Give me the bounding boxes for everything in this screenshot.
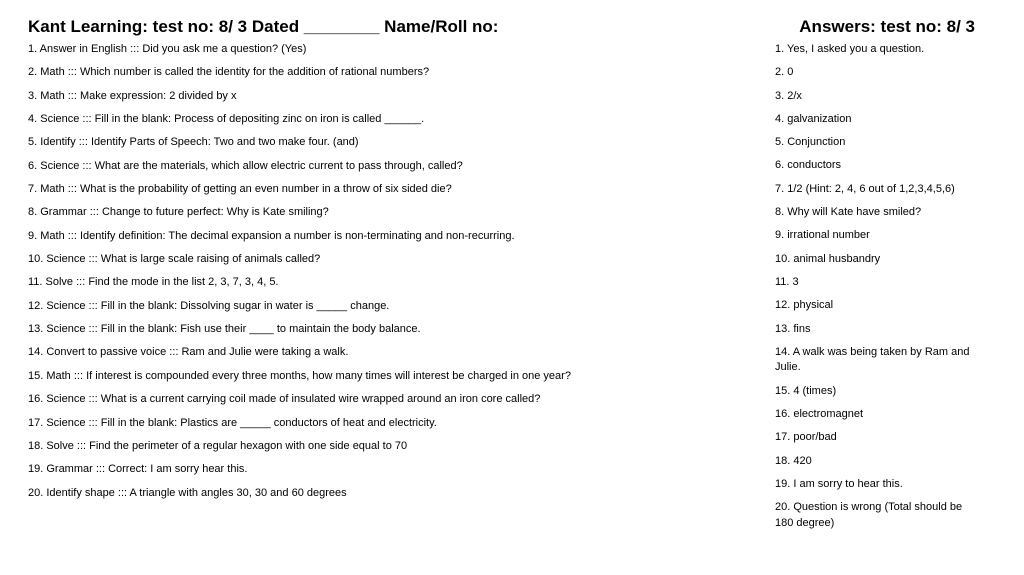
answer-item: 17. poor/bad: [775, 431, 837, 444]
question-item: 12. Science ::: Fill in the blank: Dissolving sugar in water is _____ change.: [28, 299, 390, 312]
answer-item: 7. 1/2 (Hint: 2, 4, 6 out of 1,2,3,4,5,6): [775, 182, 955, 195]
answer-item: 3. 2/x: [775, 89, 802, 102]
answer-item: 8. Why will Kate have smiled?: [775, 206, 922, 219]
answer-item: 15. 4 (times): [775, 384, 837, 397]
question-item: 7. Math ::: What is the probability of getting an even number in a throw of six sided die?: [28, 183, 452, 196]
answer-item: 4. galvanization: [775, 112, 852, 125]
answer-item: 20. Question is wrong (Total should be 180 degree): [775, 501, 963, 529]
answer-item: 6. conductors: [775, 159, 842, 172]
answer-item: 16. electromagnet: [775, 407, 864, 420]
question-item: 10. Science ::: What is large scale raising of animals called?: [28, 253, 321, 266]
question-item: 11. Solve ::: Find the mode in the list 2, 3, 7, 3, 4, 5.: [28, 276, 279, 289]
question-item: 6. Science ::: What are the materials, which allow electric current to pass through, called?: [28, 159, 463, 172]
question-item: 17. Science ::: Fill in the blank: Plastics are _____ conductors of heat and electricity.: [28, 416, 437, 429]
answer-item: 1. Yes, I asked you a question.: [775, 43, 925, 55]
question-item: 9. Math ::: Identify definition: The decimal expansion a number is non-terminating and non-recurring.: [28, 229, 515, 242]
question-item: 2. Math ::: Which number is called the identity for the addition of rational numbers?: [28, 66, 430, 79]
question-item: 19. Grammar ::: Correct: I am sorry hear this.: [28, 463, 248, 476]
answer-item: 10. animal husbandry: [775, 252, 881, 265]
question-item: 13. Science ::: Fill in the blank: Fish use their ____ to maintain the body balance.: [28, 323, 421, 336]
page-title: Kant Learning: test no: 8/ 3 Dated ________ Name/Roll no:: [28, 17, 499, 36]
question-item: 3. Math ::: Make expression: 2 divided by x: [28, 89, 237, 102]
question-item: 15. Math ::: If interest is compounded every three months, how many times will interest be charged in one year?: [28, 369, 571, 382]
answer-item: 12. physical: [775, 299, 834, 312]
answer-item: 2. 0: [775, 66, 794, 79]
answer-item: 9. irrational number: [775, 229, 870, 242]
question-item: 1. Answer in English ::: Did you ask me a question? (Yes): [28, 43, 307, 55]
question-item: 14. Convert to passive voice ::: Ram and Julie were taking a walk.: [28, 346, 349, 359]
answer-item: 11. 3: [775, 275, 799, 288]
answer-item: 5. Conjunction: [775, 136, 846, 149]
question-list: [28, 42, 748, 509]
answer-item: 19. I am sorry to hear this.: [775, 477, 903, 490]
question-item: 16. Science ::: What is a current carrying coil made of insulated wire wrapped around an iron core called?: [28, 393, 541, 406]
question-item: 8. Grammar ::: Change to future perfect: Why is Kate smiling?: [28, 206, 329, 219]
question-item: 18. Solve ::: Find the perimeter of a regular hexagon with one side equal to 70: [28, 439, 408, 452]
question-item: 5. Identify ::: Identify Parts of Speech: Two and two make four. (and): [28, 136, 359, 149]
answer-item: 14. A walk was being taken by Ram and Julie.: [775, 345, 970, 374]
question-item: 20. Identify shape ::: A triangle with angles 30, 30 and 60 degrees: [28, 486, 347, 499]
answer-item: 18. 420: [775, 454, 812, 467]
answers-title: Answers: test no: 8/ 3: [799, 17, 975, 36]
answer-list: [775, 42, 975, 539]
question-item: 4. Science ::: Fill in the blank: Process of depositing zinc on iron is called ______.: [28, 113, 425, 126]
answer-item: 13. fins: [775, 322, 811, 335]
